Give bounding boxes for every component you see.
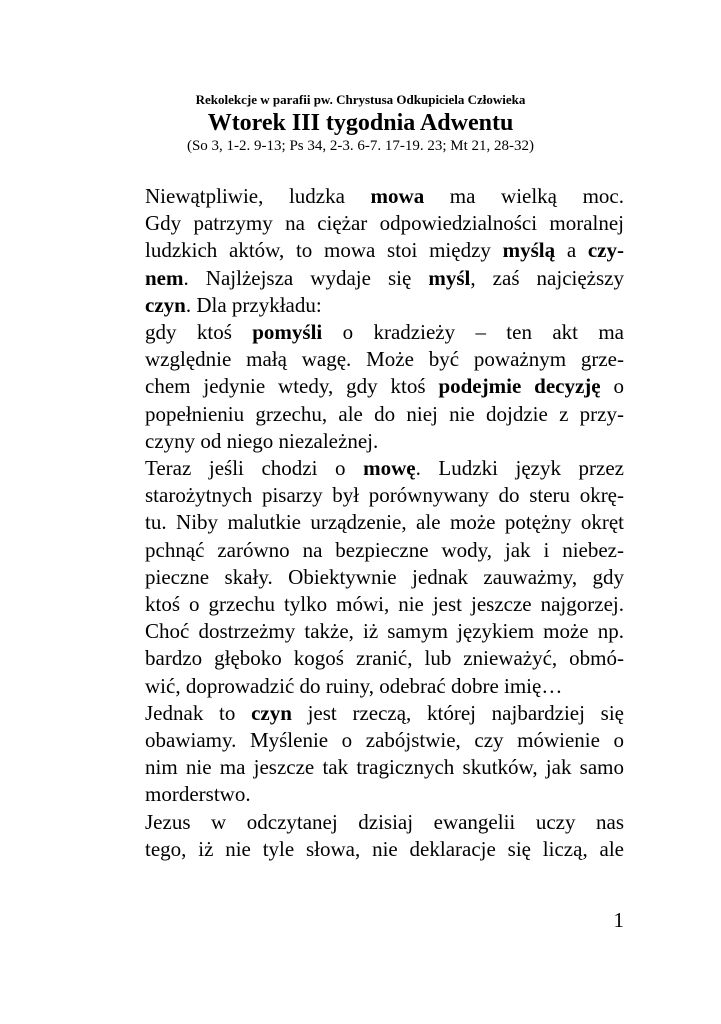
emphasized-word: myślą <box>502 238 556 263</box>
paragraph <box>97 700 624 809</box>
text-run: chem jedynie wtedy, gdy ktoś <box>145 374 439 399</box>
emphasized-word: myśl <box>428 265 471 290</box>
text-line <box>97 237 624 264</box>
text-line <box>97 319 624 346</box>
page-header <box>0 92 721 155</box>
text-run: Jezus w odczytanej dzisiaj ewangelii uczy nas <box>145 809 624 834</box>
parish-caption: Rekolekcje w parafii pw. Chrystusa Odkupiciela Człowieka <box>195 92 526 107</box>
text-line <box>97 346 624 373</box>
text-run: Jednak to <box>145 700 252 725</box>
text-line <box>97 537 624 564</box>
text-run: ludzkich aktów, to mowa stoi między <box>145 238 503 263</box>
paragraph <box>97 319 624 455</box>
text-line <box>97 809 624 836</box>
text-run: Choć dostrzeżmy także, iż samym językiem może np. <box>145 619 624 644</box>
text-run: względnie małą wagę. Może być poważnym grze- <box>145 347 624 372</box>
text-run: ma wielką moc. <box>424 184 624 208</box>
text-line <box>97 401 624 428</box>
emphasized-word: czyn <box>145 292 186 317</box>
text-run: o <box>600 374 624 399</box>
text-line <box>97 265 624 292</box>
paragraph <box>97 183 624 319</box>
text-run: jest rzeczą, której najbardziej się <box>291 700 624 725</box>
text-line <box>97 836 624 863</box>
text-line <box>97 292 624 319</box>
emphasized-word: nem <box>145 265 184 290</box>
emphasized-word: mowa <box>370 184 425 208</box>
emphasized-word: czyn <box>251 700 292 725</box>
emphasized-word: podejmie decyzję <box>438 374 601 399</box>
text-run: o kradzieży – ten akt ma <box>322 320 624 345</box>
text-line <box>97 754 624 781</box>
text-line <box>97 373 624 400</box>
text-run: morderstwo. <box>145 782 251 807</box>
text-run: pieczne skały. Obiektywnie jednak zauważmy, gdy <box>145 564 624 589</box>
text-run: ktoś o grzechu tylko mówi, nie jest jeszcze najgorzej. <box>145 592 624 617</box>
text-run: popełnieniu grzechu, ale do niej nie dojdzie z przy- <box>145 401 624 426</box>
text-run: czyny od niego niezależnej. <box>145 428 379 453</box>
text-line <box>97 645 624 672</box>
text-run: obawiamy. Myślenie o zabójstwie, czy mówienie o <box>145 728 624 753</box>
text-line <box>97 210 624 237</box>
emphasized-word: czy- <box>587 238 624 263</box>
text-line <box>97 564 624 591</box>
text-line <box>97 727 624 754</box>
text-line <box>97 455 624 482</box>
text-run: nim nie ma jeszcze tak tragicznych skutków, jak samo <box>145 755 624 780</box>
text-run: . Najlżejsza wydaje się <box>183 265 429 290</box>
page-title: Wtorek III tygodnia Adwentu <box>207 110 514 136</box>
text-line <box>97 700 624 727</box>
text-run: pchnąć zarówno na bezpieczne wody, jak i niebez- <box>145 537 624 562</box>
text-run: gdy ktoś <box>145 320 253 345</box>
text-run: starożytnych pisarzy był porównywany do steru okrę- <box>145 483 624 508</box>
text-run: Niewątpliwie, ludzka <box>145 184 371 208</box>
emphasized-word: mowę <box>363 456 416 481</box>
paragraph <box>97 809 624 863</box>
text-line <box>97 618 624 645</box>
text-line <box>97 428 624 455</box>
text-line <box>97 673 624 700</box>
text-run: tu. Niby malutkie urządzenie, ale może potężny okręt <box>145 510 624 535</box>
paragraph <box>97 455 624 700</box>
text-run: Teraz jeśli chodzi o <box>145 456 364 481</box>
text-run: Gdy patrzymy na ciężar odpowiedzialności moralnej <box>145 211 624 236</box>
page-number: 1 <box>613 908 624 932</box>
text-line <box>97 591 624 618</box>
text-run: , zaś najcięższy <box>470 265 624 290</box>
scripture-references: (So 3, 1-2. 9-13; Ps 34, 2-3. 6-7. 17-19. 23; Mt 21, 28-32) <box>186 138 535 154</box>
text-line <box>97 509 624 536</box>
text-run: wić, doprowadzić do ruiny, odebrać dobre imię… <box>145 673 563 698</box>
text-line <box>97 482 624 509</box>
body-text <box>97 183 624 863</box>
text-line <box>97 183 624 210</box>
text-run: tego, iż nie tyle słowa, nie deklaracje się liczą, ale <box>145 836 624 861</box>
text-run: a <box>555 238 588 263</box>
text-run: . Ludzki język przez <box>415 456 624 481</box>
emphasized-word: pomyśli <box>252 320 323 345</box>
text-line <box>97 781 624 808</box>
text-run: . Dla przykładu: <box>185 292 322 317</box>
text-run: bardzo głęboko kogoś zranić, lub znieważyć, obmó- <box>145 646 624 671</box>
